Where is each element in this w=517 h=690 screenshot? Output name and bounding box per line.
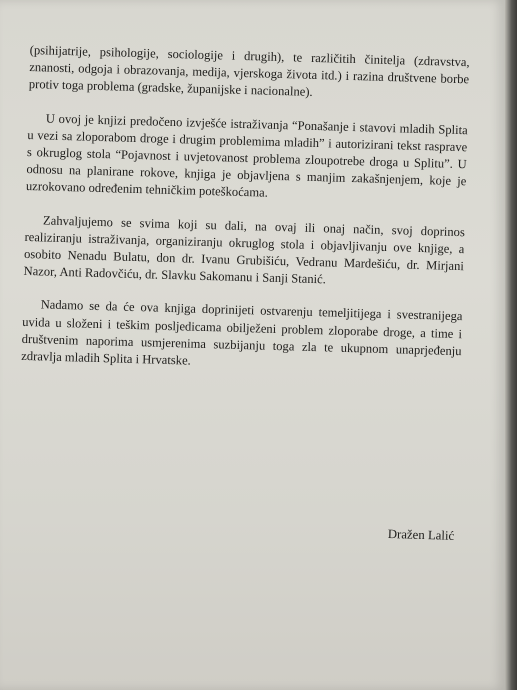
paragraph-4: Nadamo se da će ova knjiga doprinijeti ostvarenju temeljitijega i svestranijega uvida u složeni i teškim posljedicama obilježeni problem zloporabe droge, a time i društvenim naporima usmjerenima suzbijanju toga zla te ukupnom unaprjeđenju zdravlja mladih Splita i Hrvatske. <box>21 297 463 368</box>
page-edge <box>505 0 517 690</box>
body-text <box>21 42 470 377</box>
paragraph-2: U ovoj je knjizi predočeno izvješće istraživanja “Ponašanje i stavovi mladih Splita u vezi sa zloporabom droge i drugim problemima mladih” i autorizirani tekst rasprave s okruglog stola “Pojavnost i uvjetovanost problema zloupotrebe droga u Splitu”. U odnosu na planirane rokove, knjiga je objavljena s manjim zakašnjenjem, koje je uzrokovano određenim tehničkim poteškoćama. <box>25 111 468 201</box>
author-signature: Dražen Lalić <box>387 527 455 543</box>
paragraph-1: (psihijatrije, psihologije, sociologije i drugih), te različitih činitelja (zdravstva, znanosti, odgoja i obrazovanja, medija, vjerskoga života itd.) i razina društvene borbe protiv toga problema (gradske, županijske i nacionalne). <box>28 42 470 100</box>
paragraph-3: Zahvaljujemo se svima koji su dali, na ovaj ili onaj način, svoj doprinos realiziranju istraživanja, organiziranju okruglog stola i objavljivanju ove knjige, a osobito Nenadu Bulatu, don dr. Ivanu Grubišiću, Vedranu Mardešiću, dr. Mirjani Nazor, Anti Radovčiću, dr. Slavku Sakomanu i Sanji Stanić. <box>23 213 466 287</box>
